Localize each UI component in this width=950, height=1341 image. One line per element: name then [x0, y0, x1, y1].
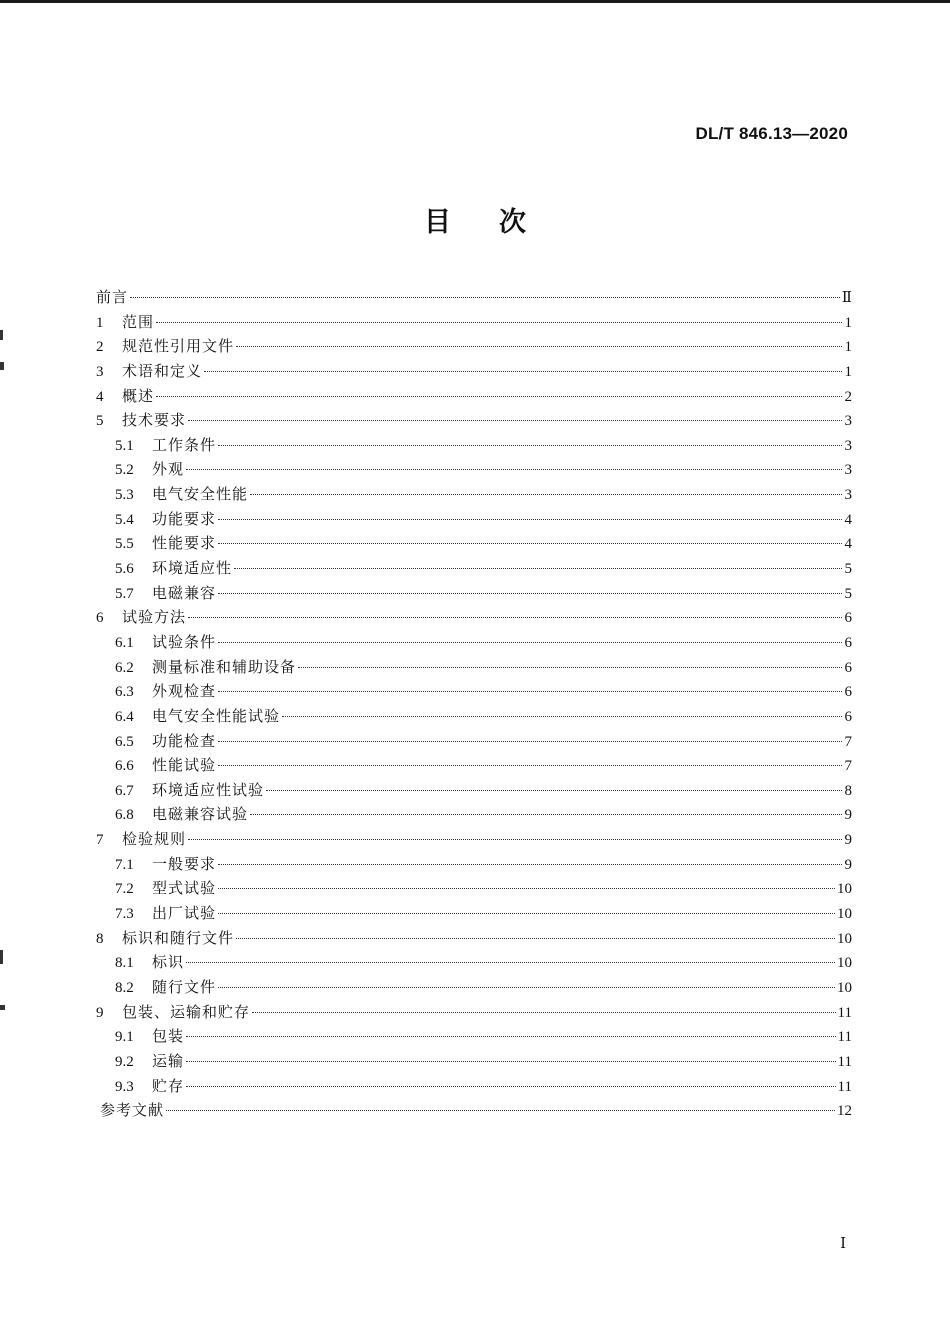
toc-dot-leader: [186, 1086, 836, 1087]
toc-entry[interactable]: [96, 556, 852, 581]
toc-dot-leader: [234, 568, 842, 569]
toc-entry-title: 标识和随行文件: [122, 928, 235, 947]
toc-dot-leader: [252, 1012, 836, 1013]
toc-entry-title: 术语和定义: [122, 361, 203, 380]
toc-dot-leader: [186, 962, 835, 963]
toc-entry-number: 8.2: [115, 979, 134, 996]
toc-entry-page: 4: [844, 536, 852, 553]
toc-entry[interactable]: [96, 1074, 852, 1099]
standard-number: DL/T 846.13—2020: [695, 124, 848, 143]
toc-entry[interactable]: [96, 334, 852, 359]
toc-entry[interactable]: [96, 704, 852, 729]
toc-entry-number: 6: [96, 610, 104, 627]
toc-entry-title: 外观检查: [152, 682, 217, 701]
toc-entry-page: 1: [844, 314, 852, 331]
toc-entry-page: 6: [844, 684, 852, 701]
toc-entry-page: Ⅱ: [841, 290, 852, 306]
toc-dot-leader: [298, 667, 842, 668]
toc-entry-number: 9.1: [115, 1029, 134, 1046]
toc-dot-leader: [218, 543, 842, 544]
toc-entry-title: 功能检查: [152, 731, 217, 750]
toc-entry[interactable]: [96, 1000, 852, 1025]
toc-entry[interactable]: [96, 876, 852, 901]
toc-entry-title: 工作条件: [152, 435, 217, 454]
toc-entry-number: 8: [96, 930, 104, 947]
toc-entry-page: 10: [837, 979, 852, 996]
toc-entry-page: 4: [844, 511, 852, 528]
toc-entry-title: 试验条件: [152, 632, 217, 651]
toc-dot-leader: [250, 494, 842, 495]
toc-entry-number: 5.4: [115, 511, 134, 528]
toc-dot-leader: [282, 716, 842, 717]
toc-entry-number: 6.6: [115, 758, 134, 775]
toc-entry-title: 标识: [152, 953, 185, 972]
toc-entry-title: 规范性引用文件: [122, 337, 235, 356]
toc-dot-leader: [156, 322, 842, 323]
toc-dot-leader: [236, 346, 842, 347]
toc-entry-page: 6: [844, 634, 852, 651]
toc-entry[interactable]: [96, 852, 852, 877]
toc-entry-number: 9.2: [115, 1053, 134, 1070]
toc-entry-title: 随行文件: [152, 977, 217, 996]
toc-entry-title: 一般要求: [152, 854, 217, 873]
toc-entry-page: 7: [844, 758, 852, 775]
toc-entry-title: 环境适应性试验: [152, 780, 265, 799]
toc-entry-number: 6.1: [115, 634, 134, 651]
toc-entry-number: 6.3: [115, 684, 134, 701]
toc-entry-number: 6.4: [115, 708, 134, 725]
toc-entry-number: 5.6: [115, 561, 134, 578]
toc-entry-title: 环境适应性: [152, 559, 233, 578]
toc-entry-title: 出厂试验: [152, 904, 217, 923]
toc-entry[interactable]: [96, 384, 852, 409]
toc-entry-title: 包装: [152, 1027, 185, 1046]
toc-entry-number: 2: [96, 339, 104, 356]
toc-entry-title: 概述: [122, 386, 155, 405]
toc-entry[interactable]: [96, 581, 852, 606]
toc-entry[interactable]: [96, 1098, 852, 1123]
toc-entry-page: 3: [844, 487, 852, 504]
toc-dot-leader: [218, 445, 842, 446]
toc-entry-number: 6.7: [115, 782, 134, 799]
toc-entry-title: 前言: [96, 288, 129, 306]
toc-dot-leader: [130, 297, 840, 298]
toc-entry-number: 8.1: [115, 955, 134, 972]
toc-entry[interactable]: [96, 778, 852, 803]
toc-dot-leader: [218, 741, 842, 742]
toc-entry-page: 11: [837, 1004, 852, 1021]
toc-entry[interactable]: [96, 507, 852, 532]
toc-entry[interactable]: [96, 408, 852, 433]
toc-entry-number: 5.5: [115, 536, 134, 553]
toc-entry-number: 6.5: [115, 733, 134, 750]
toc-entry-page: 6: [844, 708, 852, 725]
toc-entry-title: 检验规则: [122, 830, 187, 849]
toc-entry-page: 5: [844, 585, 852, 602]
toc-entry-title: 技术要求: [122, 411, 187, 430]
toc-entry-page: 10: [837, 955, 852, 972]
toc-dot-leader: [218, 519, 842, 520]
toc-entry-number: 1: [96, 314, 104, 331]
toc-dot-leader: [188, 420, 842, 421]
toc-entry-page: 3: [844, 413, 852, 430]
scan-mark: [0, 950, 3, 964]
toc-entry-title: 性能试验: [152, 756, 217, 775]
toc-dot-leader: [218, 642, 842, 643]
toc-dot-leader: [218, 888, 835, 889]
toc-entry-title: 电磁兼容试验: [152, 805, 249, 824]
toc-entry-page: 9: [844, 807, 852, 824]
toc-dot-leader: [218, 765, 842, 766]
toc-dot-leader: [218, 593, 842, 594]
toc-entry-title: 电气安全性能: [152, 485, 249, 504]
toc-entry-title: 性能要求: [152, 534, 217, 553]
toc-dot-leader: [218, 691, 842, 692]
toc-entry-number: 7.1: [115, 856, 134, 873]
toc-dot-leader: [218, 913, 835, 914]
scan-mark: [0, 330, 3, 340]
toc-entry[interactable]: [96, 482, 852, 507]
toc-entry-number: 7.2: [115, 881, 134, 898]
toc-entry-title: 外观: [152, 460, 185, 479]
toc-entry-title: 贮存: [152, 1076, 185, 1095]
toc-entry-number: 5.1: [115, 437, 134, 454]
toc-entry-number: 9: [96, 1004, 104, 1021]
toc-entry-number: 5.2: [115, 462, 134, 479]
toc-entry-title: 包装、运输和贮存: [122, 1002, 251, 1021]
toc-entry[interactable]: [96, 975, 852, 1000]
toc-entry-title: 电气安全性能试验: [152, 706, 281, 725]
toc-entry-page: 9: [844, 856, 852, 873]
toc-entry-title: 参考文献: [100, 1101, 165, 1120]
toc-entry[interactable]: [96, 950, 852, 975]
toc-entry-page: 12: [837, 1103, 852, 1120]
toc-entry-number: 5.3: [115, 487, 134, 504]
toc-entry-page: 7: [844, 733, 852, 750]
toc-entry-number: 7: [96, 832, 104, 849]
toc-entry[interactable]: [96, 729, 852, 754]
toc-entry[interactable]: [96, 359, 852, 384]
toc-entry[interactable]: [96, 679, 852, 704]
toc-entry[interactable]: [96, 457, 852, 482]
toc-entry-page: 3: [844, 462, 852, 479]
toc-entry-page: 9: [844, 832, 852, 849]
toc-entry-title: 电磁兼容: [152, 583, 217, 602]
toc-entry-number: 3: [96, 363, 104, 380]
toc-entry[interactable]: [96, 605, 852, 630]
toc-dot-leader: [250, 814, 842, 815]
toc-entry-page: 3: [844, 437, 852, 454]
toc-entry[interactable]: [96, 1024, 852, 1049]
toc-entry-page: 10: [837, 906, 852, 923]
toc-entry-number: 9.3: [115, 1078, 134, 1095]
table-of-contents: [96, 285, 852, 1123]
toc-entry-page: 1: [844, 339, 852, 356]
toc-entry-number: 6.8: [115, 807, 134, 824]
toc-entry-title: 范围: [122, 312, 155, 331]
scan-mark: [0, 362, 4, 370]
toc-entry-page: 11: [837, 1078, 852, 1095]
toc-entry[interactable]: [96, 901, 852, 926]
toc-entry[interactable]: [96, 655, 852, 680]
toc-dot-leader: [186, 469, 842, 470]
toc-entry[interactable]: [96, 310, 852, 335]
toc-entry[interactable]: [96, 285, 852, 310]
toc-entry-page: 11: [837, 1029, 852, 1046]
toc-dot-leader: [236, 938, 835, 939]
toc-entry-title: 功能要求: [152, 509, 217, 528]
toc-dot-leader: [188, 839, 842, 840]
page-number: Ⅰ: [840, 1236, 846, 1252]
toc-entry-number: 5: [96, 413, 104, 430]
toc-entry-title: 型式试验: [152, 879, 217, 898]
toc-entry[interactable]: [96, 926, 852, 951]
toc-dot-leader: [218, 987, 835, 988]
toc-dot-leader: [156, 396, 842, 397]
toc-entry-page: 11: [837, 1053, 852, 1070]
toc-dot-leader: [204, 371, 842, 372]
toc-entry[interactable]: [96, 802, 852, 827]
toc-entry-page: 5: [844, 561, 852, 578]
toc-dot-leader: [188, 617, 842, 618]
toc-dot-leader: [186, 1036, 836, 1037]
toc-entry[interactable]: [96, 827, 852, 852]
toc-entry-page: 10: [837, 881, 852, 898]
toc-entry-title: 运输: [152, 1051, 185, 1070]
toc-dot-leader: [186, 1061, 836, 1062]
toc-entry-title: 测量标准和辅助设备: [152, 657, 297, 676]
toc-entry-page: 8: [844, 782, 852, 799]
top-border-line: [0, 0, 950, 3]
toc-entry-page: 6: [844, 659, 852, 676]
toc-entry-number: 6.2: [115, 659, 134, 676]
toc-entry-page: 1: [844, 363, 852, 380]
toc-entry[interactable]: [96, 1049, 852, 1074]
toc-entry-page: 6: [844, 610, 852, 627]
toc-entry-title: 试验方法: [122, 608, 187, 627]
toc-entry-number: 5.7: [115, 585, 134, 602]
toc-entry[interactable]: [96, 753, 852, 778]
toc-dot-leader: [266, 790, 842, 791]
toc-entry-number: 7.3: [115, 906, 134, 923]
toc-entry-page: 10: [837, 930, 852, 947]
page-title: 目次: [424, 207, 574, 238]
toc-entry-number: 4: [96, 388, 104, 405]
toc-entry[interactable]: [96, 531, 852, 556]
toc-dot-leader: [218, 864, 842, 865]
scan-mark: [0, 1005, 5, 1010]
toc-dot-leader: [166, 1110, 835, 1111]
toc-entry[interactable]: [96, 433, 852, 458]
toc-entry[interactable]: [96, 630, 852, 655]
toc-entry-page: 2: [844, 388, 852, 405]
